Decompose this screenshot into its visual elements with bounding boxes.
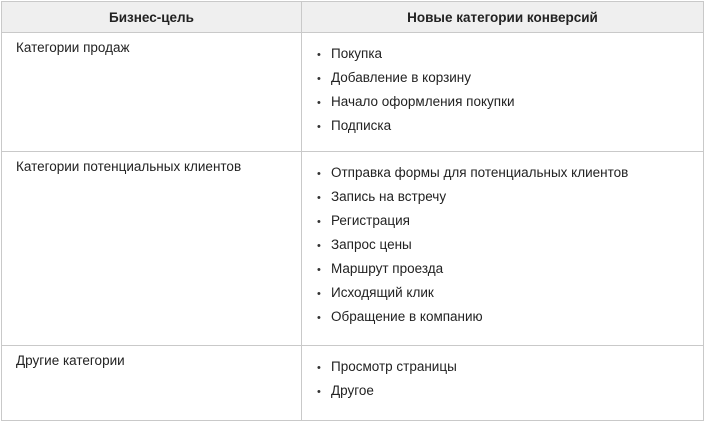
category-label: Обращение в компанию xyxy=(331,309,483,324)
list-item xyxy=(317,114,703,138)
goal-cell: Категории потенциальных клиентов xyxy=(2,152,302,346)
table-row xyxy=(2,346,704,421)
category-label: Подписка xyxy=(331,118,392,133)
bullet-icon: • xyxy=(317,240,321,252)
list-item xyxy=(317,161,703,185)
goal-cell: Другие категории xyxy=(2,346,302,421)
bullet-icon: • xyxy=(317,192,321,204)
goal-cell: Категории продаж xyxy=(2,33,302,152)
category-label: Отправка формы для потенциальных клиентов xyxy=(331,165,629,180)
categories-cell xyxy=(302,346,704,421)
list-item xyxy=(317,379,703,403)
category-label: Маршрут проезда xyxy=(331,261,444,276)
bullet-icon: • xyxy=(317,97,321,109)
conversion-categories-table xyxy=(1,1,704,421)
list-item xyxy=(317,257,703,281)
list-item xyxy=(317,233,703,257)
category-label: Регистрация xyxy=(331,213,410,228)
category-label: Другое xyxy=(331,383,374,398)
category-label: Покупка xyxy=(331,46,383,61)
category-label: Добавление в корзину xyxy=(331,70,472,85)
bullet-icon: • xyxy=(317,49,321,61)
category-list xyxy=(302,33,703,146)
list-item xyxy=(317,66,703,90)
list-item xyxy=(317,281,703,305)
header-business-goal: Бизнес-цель xyxy=(2,2,302,33)
list-item xyxy=(317,185,703,209)
bullet-icon: • xyxy=(317,216,321,228)
category-list xyxy=(302,152,703,337)
list-item xyxy=(317,305,703,329)
bullet-icon: • xyxy=(317,362,321,374)
category-label: Просмотр страницы xyxy=(331,359,457,374)
bullet-icon: • xyxy=(317,121,321,133)
list-item xyxy=(317,355,703,379)
header-new-categories: Новые категории конверсий xyxy=(302,2,704,33)
table-row xyxy=(2,152,704,346)
bullet-icon: • xyxy=(317,386,321,398)
list-item xyxy=(317,209,703,233)
categories-cell xyxy=(302,33,704,152)
bullet-icon: • xyxy=(317,312,321,324)
list-item xyxy=(317,90,703,114)
bullet-icon: • xyxy=(317,73,321,85)
category-label: Начало оформления покупки xyxy=(331,94,515,109)
categories-cell xyxy=(302,152,704,346)
bullet-icon: • xyxy=(317,168,321,180)
list-item xyxy=(317,42,703,66)
category-label: Исходящий клик xyxy=(331,285,434,300)
bullet-icon: • xyxy=(317,288,321,300)
category-label: Запрос цены xyxy=(331,237,412,252)
category-label: Запись на встречу xyxy=(331,189,447,204)
category-list xyxy=(302,346,703,411)
table-header-row xyxy=(2,2,704,33)
table-row xyxy=(2,33,704,152)
bullet-icon: • xyxy=(317,264,321,276)
